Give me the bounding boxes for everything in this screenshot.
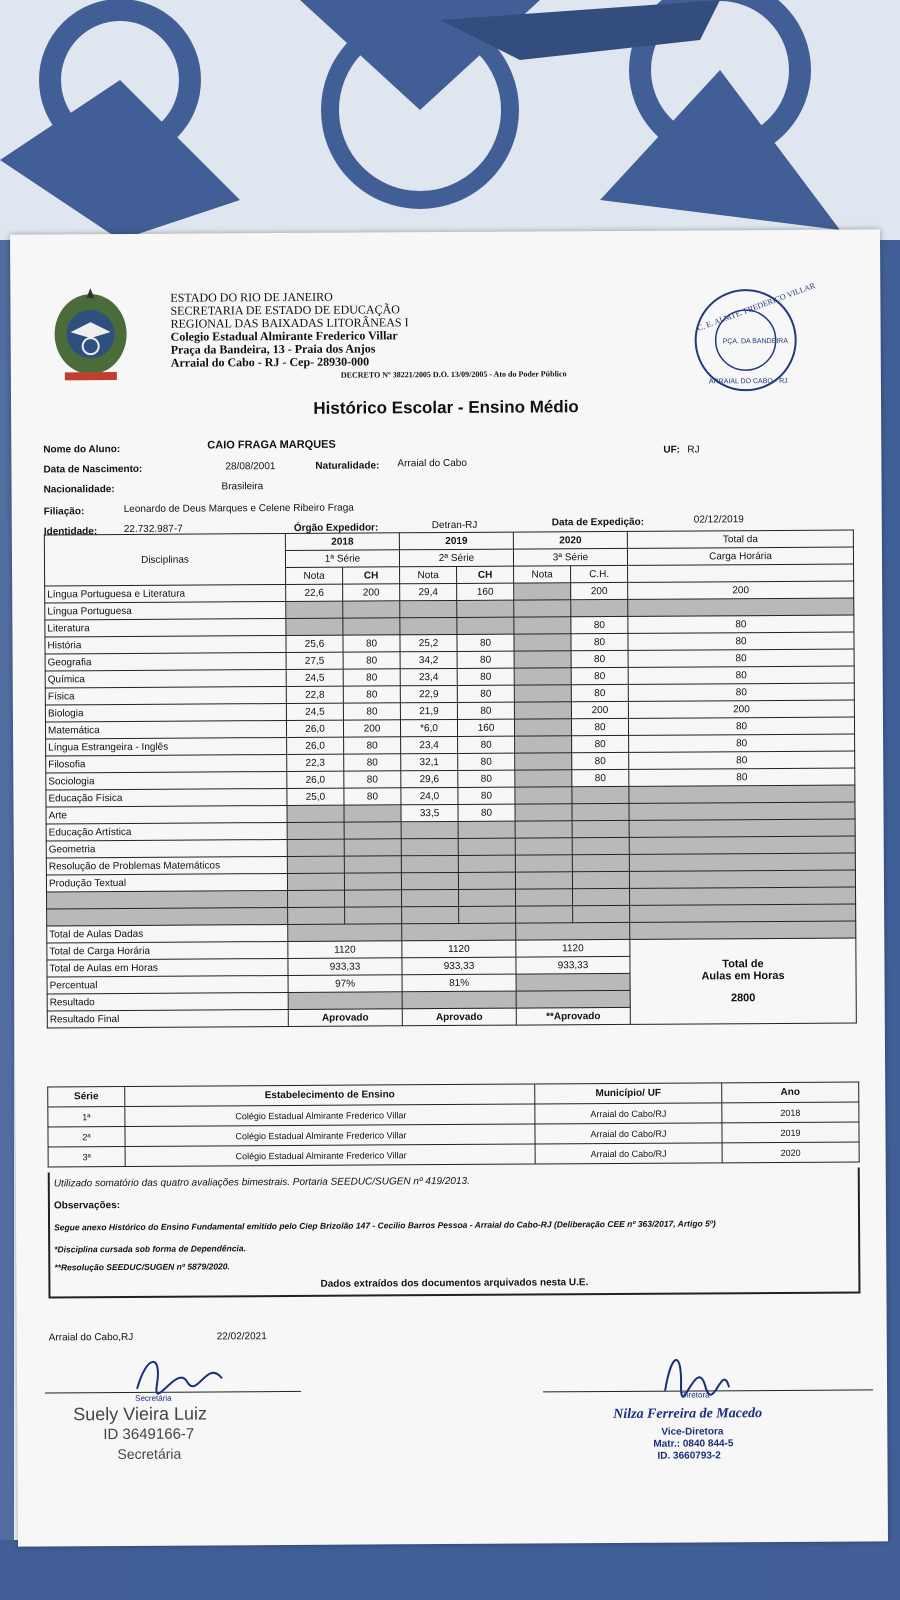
nationality-label: Nacionalidade:	[43, 484, 115, 496]
grade-2020	[514, 719, 571, 736]
total-ch: 200	[628, 700, 854, 718]
extracted-note: Dados extraídos dos documentos arquivados nesta U.E.	[320, 1277, 589, 1290]
grade-2020	[515, 838, 572, 855]
naturality-label: Naturalidade:	[315, 460, 380, 472]
ch-2020: 80	[571, 684, 628, 701]
total-ch: 80	[628, 632, 854, 650]
grade-2019: 32,1	[401, 753, 458, 770]
ch-2019: 80	[457, 668, 514, 685]
grade-2018	[286, 601, 343, 618]
grade-2019	[402, 906, 459, 923]
ch-2019	[457, 600, 514, 617]
nota-header: Nota	[286, 567, 343, 584]
ch-2018	[344, 839, 401, 856]
filiation-label: Filiação:	[43, 506, 85, 518]
ch-2020	[573, 905, 630, 922]
discipline-name: Educação Artística	[46, 822, 287, 840]
header-line-2: SECRETARIA DE ESTADO DE EDUCAÇÃO	[170, 302, 400, 318]
est-year: 2019	[722, 1122, 859, 1143]
total-ch: 80	[628, 717, 854, 735]
footer-date: 22/02/2021	[216, 1331, 267, 1343]
ch-2020	[573, 888, 630, 905]
grade-2020	[515, 872, 572, 889]
left-stamp-top: Secretária	[135, 1393, 172, 1403]
resultado-value	[402, 991, 516, 1009]
ch-header: CH	[343, 567, 400, 584]
discipline-name: História	[45, 635, 286, 653]
right-signer-id: ID. 3660793-2	[657, 1450, 721, 1462]
grade-2019: 33,5	[401, 804, 458, 821]
ch-2018	[343, 601, 400, 618]
discipline-name: Biologia	[45, 703, 286, 721]
total-ch	[630, 887, 856, 905]
grade-2020	[515, 736, 572, 753]
series-3: 3ª Série	[513, 548, 627, 566]
name-label: Nome do Aluno:	[43, 444, 121, 456]
header-line-5: Praça da Bandeira, 13 - Praia dos Anjos	[170, 341, 376, 357]
total-aulas-horas-year: 933,33	[516, 956, 630, 974]
discipline-name: Língua Portuguesa	[45, 601, 286, 619]
grade-2019: 29,6	[401, 770, 458, 787]
est-serie: 2ª	[48, 1126, 125, 1146]
resultado-final-value: Aprovado	[288, 1009, 402, 1027]
total-blank	[628, 564, 854, 582]
ch-2019: 80	[458, 770, 515, 787]
ch-2020	[571, 599, 628, 616]
grade-2019: 29,4	[400, 583, 457, 600]
ch-2018: 80	[343, 669, 400, 686]
school-stamp	[690, 280, 817, 396]
ch-2019: 80	[457, 685, 514, 702]
grade-2020	[515, 753, 572, 770]
total-ch	[629, 853, 855, 871]
ch-2018: 80	[344, 737, 401, 754]
total-aulas-horas-cell	[630, 938, 857, 1024]
total-ch	[629, 870, 855, 888]
grade-2018: 22,6	[286, 584, 343, 601]
ch-2018: 80	[343, 652, 400, 669]
total-ch	[629, 836, 855, 854]
total-ch	[630, 904, 856, 922]
annex-note: Segue anexo Histórico do Ensino Fundamental emitido pelo Ciep Brizolão 147 - Cecilio Barros Pessoa - Arraial do Cabo-RJ (Deliberação CEE nº 363/2017, Artigo 5º)	[54, 1218, 716, 1233]
total-ch: 80	[629, 734, 855, 752]
discipline-name	[47, 890, 288, 908]
grade-2020	[514, 600, 571, 617]
discipline-name: Química	[45, 669, 286, 687]
grade-2018: 26,0	[287, 771, 344, 788]
total-aulas-dadas-label: Total de Aulas Dadas	[47, 924, 288, 942]
header-line-1: ESTADO DO RIO DE JANEIRO	[170, 289, 333, 305]
total-carga-value: 1120	[516, 939, 630, 957]
est-name: Colégio Estadual Almirante Frederico Villar	[125, 1144, 535, 1167]
series-2: 2ª Série	[399, 549, 513, 567]
discipline-name: Física	[45, 686, 286, 704]
percentual-label: Percentual	[47, 975, 288, 993]
ch-2018: 80	[343, 703, 400, 720]
ch-2019: 80	[458, 804, 515, 821]
ch-2019: 80	[457, 651, 514, 668]
ch-2020: 80	[572, 735, 629, 752]
grade-2018: 25,6	[286, 635, 343, 652]
table-row	[48, 1142, 859, 1167]
discipline-name: Língua Estrangeira - Inglês	[46, 737, 287, 755]
ch-header-2020: C.H.	[571, 565, 628, 582]
right-signer-role: Vice-Diretora	[661, 1426, 724, 1438]
grade-2018	[288, 907, 345, 924]
ch-2019: 80	[457, 702, 514, 719]
grade-2019	[402, 889, 459, 906]
left-signer-role: Secretária	[117, 1445, 182, 1463]
header-line-4: Colegio Estadual Almirante Frederico Villar	[170, 328, 398, 344]
transcript-paper	[10, 229, 888, 1546]
grade-2019: 24,0	[401, 787, 458, 804]
ch-2018	[344, 873, 401, 890]
ch-2020: 200	[571, 582, 628, 599]
nota-header: Nota	[514, 566, 571, 583]
total-ch	[629, 819, 855, 837]
school-header	[170, 289, 566, 382]
observations-label: Observações:	[53, 1200, 121, 1212]
grade-2020	[515, 787, 572, 804]
ch-header: CH	[457, 566, 514, 583]
grade-2019	[401, 821, 458, 838]
ch-2018: 200	[343, 720, 400, 737]
uf-value: RJ	[687, 444, 700, 456]
grade-2019: 22,9	[400, 685, 457, 702]
year-2018: 2018	[285, 533, 399, 551]
est-city: Arraial do Cabo/RJ	[535, 1143, 722, 1164]
grade-2020	[515, 821, 572, 838]
total-header-1: Total da	[627, 530, 853, 548]
est-year: 2018	[722, 1102, 859, 1123]
total-carga-value: 1120	[402, 940, 516, 958]
left-signer-id: ID 3649166-7	[103, 1425, 195, 1444]
discipline-name: Geografia	[45, 652, 286, 670]
issue-date-value: 02/12/2019	[693, 514, 744, 526]
grade-2019: 34,2	[400, 651, 457, 668]
birth-value: 28/08/2001	[225, 461, 276, 473]
discipline-name: Arte	[46, 805, 287, 823]
series-1: 1ª Série	[285, 550, 399, 568]
percentual-value	[516, 973, 630, 991]
total-carga-label: Total de Carga Horária	[47, 941, 288, 959]
discipline-name: Geometria	[46, 839, 287, 857]
discipline-name: Filosofia	[46, 754, 287, 772]
grade-2020	[514, 583, 571, 600]
header-line-3: REGIONAL DAS BAIXADAS LITORÂNEAS I	[170, 315, 409, 331]
grade-2020	[515, 770, 572, 787]
ch-2020	[572, 803, 629, 820]
resultado-final-value: Aprovado	[402, 1008, 516, 1026]
ch-2019: 160	[457, 583, 514, 600]
ch-2019	[458, 872, 515, 889]
ch-2018: 200	[343, 584, 400, 601]
stamp-bottom-text: ARRAIAL DO CABO - RJ	[708, 377, 788, 386]
total-ch	[629, 785, 855, 803]
total-aulas-horas-value: 2800	[730, 992, 756, 1005]
ch-2018: 80	[343, 635, 400, 652]
naturality-value: Arraial do Cabo	[397, 457, 467, 470]
total-carga-value: 1120	[288, 941, 402, 959]
grade-2019: 23,4	[401, 736, 458, 753]
grade-2018	[287, 856, 344, 873]
year-2019: 2019	[399, 532, 513, 550]
total-ch: 80	[628, 666, 854, 684]
ch-2018	[343, 618, 400, 635]
grade-2018	[287, 873, 344, 890]
ch-2018	[344, 856, 401, 873]
footer-place: Arraial do Cabo,RJ	[48, 1331, 134, 1344]
ch-2020	[572, 871, 629, 888]
total-ch: 80	[628, 683, 854, 701]
grade-2018	[287, 805, 344, 822]
issue-date-label: Data de Expedição:	[551, 516, 645, 529]
right-signer-matr: Matr.: 0840 844-5	[653, 1438, 734, 1450]
total-ch	[629, 802, 855, 820]
discipline-name: Resolução de Problemas Matemáticos	[46, 856, 287, 874]
ch-2019	[459, 906, 516, 923]
stamp-top-text: C. E. ALMTE. FREDERICO VILLAR	[696, 280, 817, 333]
ch-2019	[458, 821, 515, 838]
establishments-table	[47, 1081, 859, 1167]
ch-2020: 80	[571, 667, 628, 684]
grade-2018	[287, 822, 344, 839]
est-city: Arraial do Cabo/RJ	[535, 1123, 722, 1144]
est-year: 2020	[722, 1142, 859, 1163]
resultado-final-label: Resultado Final	[47, 1009, 288, 1027]
total-ch	[628, 598, 854, 616]
ch-2018: 80	[344, 788, 401, 805]
est-serie: 3ª	[48, 1146, 125, 1166]
total-aulas-dadas-value	[288, 924, 402, 942]
stamp-middle-text: PÇA. DA BANDEIRA	[722, 337, 789, 346]
coat-of-arms-icon	[50, 284, 131, 384]
grade-2020	[514, 651, 571, 668]
right-signer-name: Nilza Ferreira de Macedo	[613, 1406, 763, 1423]
grade-2019: 23,4	[400, 668, 457, 685]
issuer-value: Detran-RJ	[431, 519, 478, 532]
filiation-value: Leonardo de Deus Marques e Celene Ribeiro Fraga	[123, 502, 354, 515]
ch-2018: 80	[344, 754, 401, 771]
ch-2019	[457, 617, 514, 634]
ch-2018	[344, 822, 401, 839]
ch-2020: 80	[572, 769, 629, 786]
total-ch: 80	[629, 751, 855, 769]
grade-2019	[401, 838, 458, 855]
resultado-label: Resultado	[47, 992, 288, 1010]
ch-2020: 80	[571, 633, 628, 650]
grade-2019: *6,0	[400, 719, 457, 736]
ch-2020: 200	[571, 701, 628, 718]
dependency-note: *Disciplina cursada sob forma de Dependência.	[54, 1243, 247, 1255]
grade-2019: 21,9	[400, 702, 457, 719]
grade-2019	[400, 617, 457, 634]
ch-2018: 80	[344, 771, 401, 788]
total-header-2: Carga Horária	[627, 547, 853, 565]
ch-2019: 80	[458, 753, 515, 770]
ch-2020: 80	[571, 650, 628, 667]
ch-2020	[572, 854, 629, 871]
resultado-value	[288, 992, 402, 1010]
ch-2020	[572, 820, 629, 837]
right-stamp-top: Diretora	[681, 1390, 710, 1400]
resolution-note: **Resolução SEEDUC/SUGEN nº 5879/2020.	[54, 1261, 230, 1273]
ch-2019	[458, 838, 515, 855]
grade-2019: 25,2	[400, 634, 457, 651]
discipline-name: Literatura	[45, 618, 286, 636]
observations-box	[48, 1167, 861, 1298]
total-aulas-horas-label: Total de Aulas em Horas	[47, 958, 288, 976]
identity-label: Identidade:	[43, 526, 98, 538]
total-aulas-horas-label-2: Aulas em Horas	[701, 969, 785, 983]
ch-2020: 80	[572, 752, 629, 769]
ch-2019: 80	[458, 787, 515, 804]
ch-2018	[345, 890, 402, 907]
grade-2018: 26,0	[287, 737, 344, 754]
percentual-value: 97%	[288, 975, 402, 993]
issuer-label: Órgão Expedidor:	[293, 522, 379, 534]
total-aulas-dadas-total	[630, 921, 856, 939]
est-header-name: Estabelecimento de Ensino	[125, 1084, 535, 1107]
ch-2018	[345, 907, 402, 924]
grade-2020	[514, 668, 571, 685]
total-ch: 200	[628, 581, 854, 599]
decree-line: DECRETO Nº 38221/2005 D.O. 13/09/2005 - Ato do Poder Público	[340, 369, 567, 380]
nationality-value: Brasileira	[221, 481, 264, 493]
ch-2019	[459, 889, 516, 906]
ch-2019: 160	[457, 719, 514, 736]
total-aulas-dadas-value	[402, 923, 516, 941]
grade-2018	[286, 618, 343, 635]
summation-note: Utilizado somatório das quatro avaliações bimestrais. Portaria SEEDUC/SUGEN nº 419/2013.	[53, 1175, 470, 1190]
grade-2018: 24,5	[286, 669, 343, 686]
discipline-name: Educação Física	[46, 788, 287, 806]
grade-2019	[401, 872, 458, 889]
est-header-year: Ano	[722, 1082, 859, 1103]
grade-2020	[514, 702, 571, 719]
ch-2019: 80	[458, 736, 515, 753]
total-aulas-horas-year: 933,33	[402, 957, 516, 975]
total-aulas-dadas-value	[516, 922, 630, 940]
discipline-name: Matemática	[45, 720, 286, 738]
percentual-value: 81%	[402, 974, 516, 992]
grade-2018: 22,8	[286, 686, 343, 703]
grade-2020	[514, 617, 571, 634]
header-line-6: Arraial do Cabo - RJ - Cep- 28930-000	[170, 354, 370, 370]
ch-2020: 80	[571, 616, 628, 633]
ch-2019: 80	[457, 634, 514, 651]
est-city: Arraial do Cabo/RJ	[535, 1103, 722, 1124]
ch-2020: 80	[571, 718, 628, 735]
grade-2018: 27,5	[286, 652, 343, 669]
total-ch: 80	[628, 649, 854, 667]
left-signer-name: Suely Vieira Luiz	[73, 1403, 208, 1425]
ch-2020	[572, 786, 629, 803]
est-serie: 1ª	[48, 1106, 125, 1126]
grade-2020	[516, 906, 573, 923]
est-header-serie: Série	[48, 1086, 125, 1106]
nota-header: Nota	[400, 566, 457, 583]
grade-2020	[515, 855, 572, 872]
est-name: Colégio Estadual Almirante Frederico Villar	[125, 1104, 535, 1127]
ch-2020	[572, 837, 629, 854]
discipline-name	[47, 907, 288, 925]
ch-2018: 80	[343, 686, 400, 703]
discipline-name: Produção Textual	[46, 873, 287, 891]
total-aulas-horas-label-1: Total de	[722, 958, 764, 971]
discipline-name: Sociologia	[46, 771, 287, 789]
total-aulas-horas-year: 933,33	[288, 958, 402, 976]
total-ch: 80	[629, 768, 855, 786]
grade-2019	[400, 600, 457, 617]
grade-2018	[287, 839, 344, 856]
birth-label: Data de Nascimento:	[43, 463, 143, 476]
grade-2020	[514, 685, 571, 702]
total-ch: 80	[628, 615, 854, 633]
uf-label: UF:	[663, 444, 681, 456]
grade-2020	[516, 889, 573, 906]
document-title: Histórico Escolar - Ensino Médio	[313, 397, 579, 418]
grade-2020	[515, 804, 572, 821]
grade-2018: 25,0	[287, 788, 344, 805]
grade-2018: 22,3	[287, 754, 344, 771]
discipline-name: Língua Portuguesa e Literatura	[45, 584, 286, 602]
grade-2018: 26,0	[286, 720, 343, 737]
resultado-value	[516, 990, 630, 1008]
grade-2019	[401, 855, 458, 872]
ch-2018	[344, 805, 401, 822]
identity-value: 22.732.987-7	[123, 523, 183, 535]
grades-table	[44, 530, 857, 1029]
grade-2018	[288, 890, 345, 907]
year-2020: 2020	[513, 531, 627, 549]
grade-2018: 24,5	[286, 703, 343, 720]
ch-2019	[458, 855, 515, 872]
student-name: CAIO FRAGA MARQUES	[207, 438, 336, 452]
resultado-final-value: **Aprovado	[516, 1007, 630, 1025]
est-header-city: Município/ UF	[535, 1083, 722, 1104]
disciplines-header: Disciplinas	[44, 533, 285, 585]
grade-2020	[514, 634, 571, 651]
est-name: Colégio Estadual Almirante Frederico Villar	[125, 1124, 535, 1147]
